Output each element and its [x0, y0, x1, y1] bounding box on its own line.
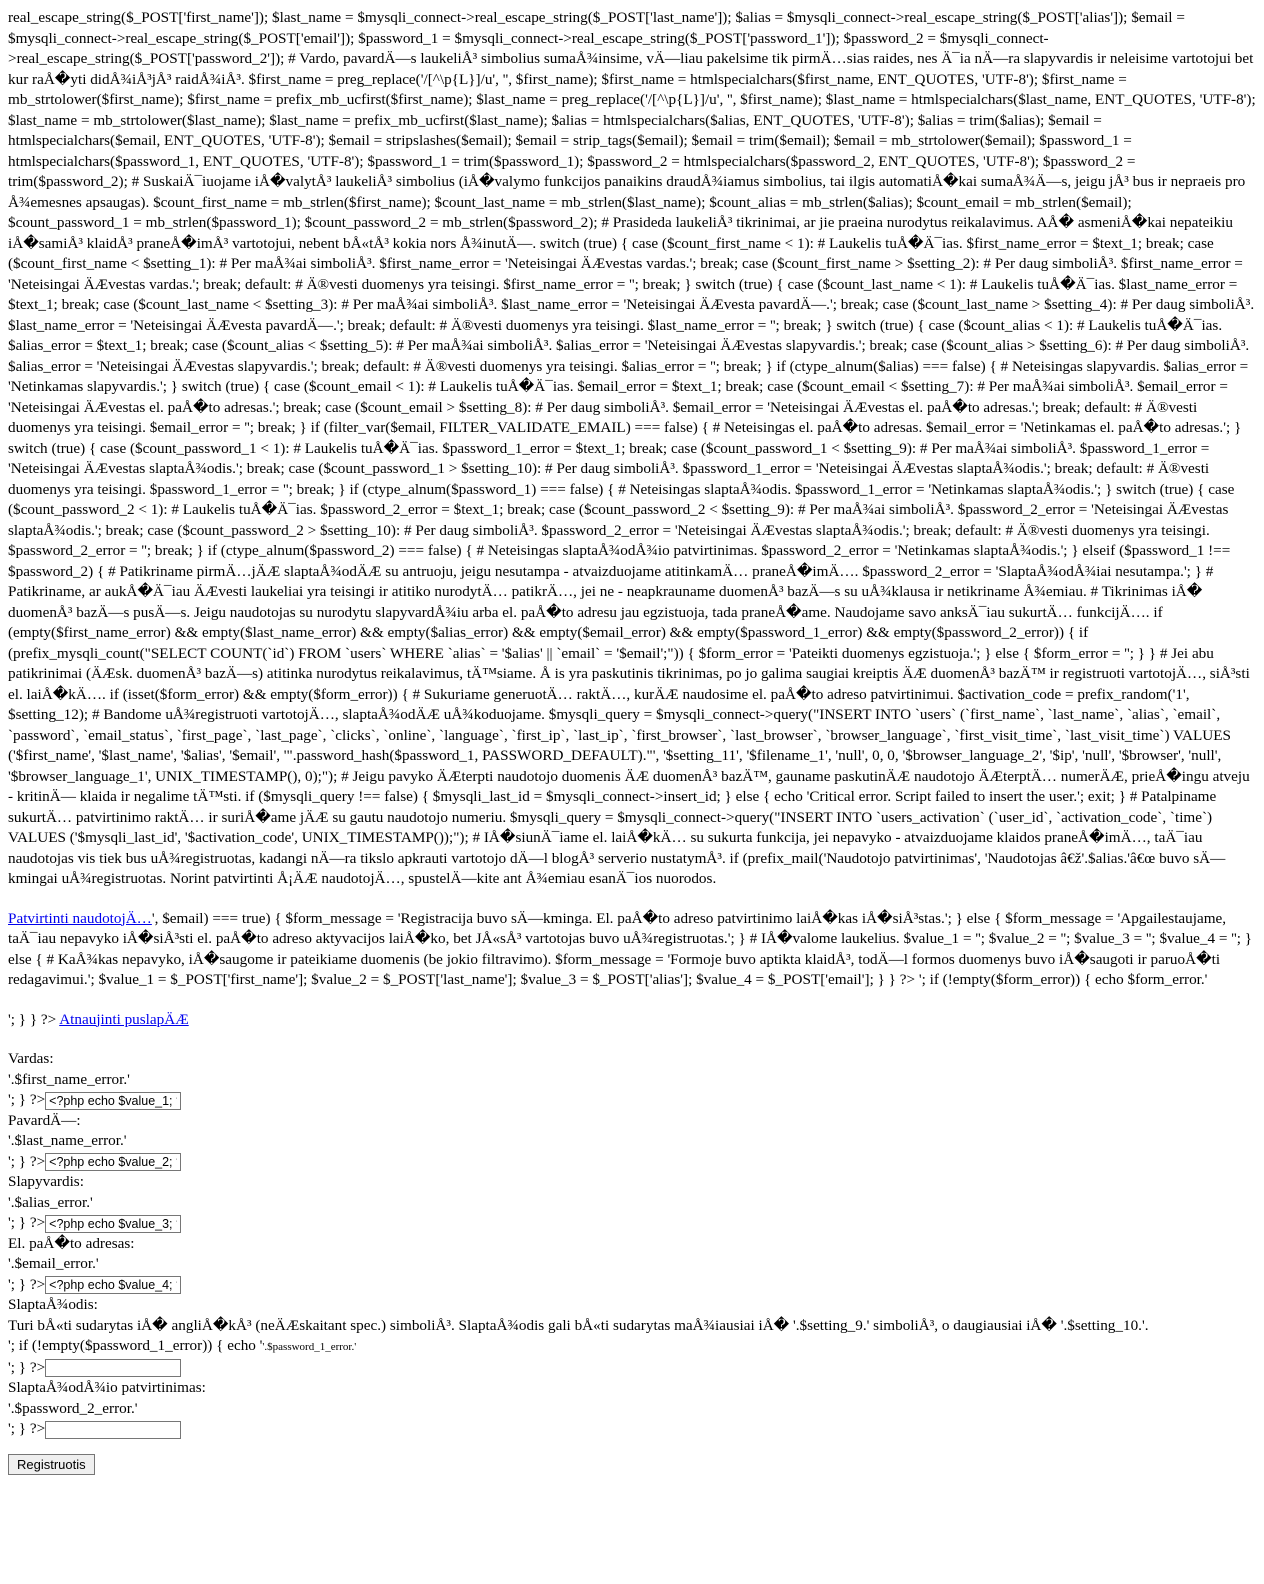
last-name-label: PavardÄ—: [8, 1111, 81, 1129]
alias-error: '.$alias_error.' [8, 1193, 93, 1211]
email-label: El. paÅ�to adresas: [8, 1234, 135, 1252]
last-name-row: '; } ?><?php echo $value_2; ?> [8, 1152, 1256, 1173]
password-confirm-label: SlaptaÅ¾odÅ¾io patvirtinimas: [8, 1379, 206, 1396]
email-error: '.$email_error.' [8, 1255, 99, 1272]
password-confirm-row: '; } ?> [8, 1419, 1256, 1440]
password-label: SlaptaÅ¾odis: [8, 1296, 98, 1313]
password-confirm-error: '.$password_2_error.' [8, 1399, 138, 1417]
last-name-input[interactable] [45, 1153, 181, 1171]
first-name-label: Vardas: [8, 1050, 54, 1067]
password-row: '; } ?> [8, 1358, 1256, 1379]
alias-label: Slapyvardis: [8, 1173, 84, 1190]
password-confirm-input[interactable] [45, 1421, 181, 1439]
email-input[interactable] [45, 1276, 181, 1294]
register-button[interactable]: Registruotis [8, 1454, 95, 1475]
refresh-page-link[interactable]: Atnaujinti puslapÄÆ [59, 1010, 189, 1028]
email-row: '; } ?><?php echo $value_4; ?> [8, 1275, 1256, 1296]
password-error-echo: '; if (!empty($password_1_error)) { echo ''.$password_1_error.' [8, 1337, 357, 1354]
refresh-line: '; } } ?> Atnaujinti puslapÄÆ [8, 1010, 189, 1028]
first-name-error: '.$first_name_error.' [8, 1070, 130, 1088]
confirm-user-link[interactable]: Patvirtinti naudotojÄ… [8, 909, 152, 927]
registration-form [8, 1049, 1256, 1475]
php-source-text: real_escape_string($_POST['first_name']); $last_name = $mysqli_connect->real_escape_string($_POST['last_name']); $alias = $mysqli_connect->real_escape_string($_POST['alias']); $email = $mysqli_connect->real_escape_string($_POST['email']); $password_1 = $mysqli_connect->real_escape_string($_POST['password_1']); $password_2 = $mysqli_connect->real_escape_string($_POST['password_2']); # Vardo, pavardÄ—s laukeliÅ³ simbolius sumaÅ¾insime, vÄ—liau pakelsime tik pirmÄ…sias raides, nes Ä¯ia nÄ—ra slapyvardis ir neleisime vartotojui bet kur raÅ�yti didÅ¾iÅ³jÅ³ raidÅ¾iÅ³. $first_name = preg_replace('/[^\p{L}]/u', '', $first_name); $first_name = htmlspecialchars($first_name, ENT_QUOTES, 'UTF-8'); $first_name = mb_strtolower($first_name); $first_name = prefix_mb_ucfirst($first_name); $last_name = preg_replace('/[^\p{L}]/u', '', $first_name); $last_name = htmlspecialchars($last_name, ENT_QUOTES, 'UTF-8'); $last_name = mb_strtolower($last_name); $last_name = prefix_mb_ucfirst($last_name); $alias = htmlspecialchars($alias, ENT_QUOTES, 'UTF-8'); $alias = trim($alias); $email = htmlspecialchars($email, ENT_QUOTES, 'UTF-8'); $email = stripslashes($email); $email = strip_tags($email); $email = trim($email); $email = mb_strtolower($email); $password_1 = htmlspecialchars($password_1, ENT_QUOTES, 'UTF-8'); $password_1 = trim($password_1); $password_2 = htmlspecialchars($password_2, ENT_QUOTES, 'UTF-8'); $password_2 = trim($password_2); # SuskaiÄ¯iuojame iÅ�valytÅ³ laukeliÅ³ simbolius (iÅ�valymo funkcijos panaikins draudÅ¾iamus simbolius, tai ilgis automatiÅ�kai sumaÅ¾Ä—s, jeigu jÅ³ bus ir nepraeis pro Å¾emesnes apsaugas). $count_first_name = mb_strlen($first_name); $count_last_name = mb_strlen($last_name); $count_alias = mb_strlen($alias); $count_email = mb_strlen($email); $count_password_1 = mb_strlen($password_1); $count_password_2 = mb_strlen($password_2); # Prasideda laukeliÅ³ tikrinimai, ar jie praeina nurodytus reikalavimus. AÅ� asmeniÅ�kai nepateikiu iÅ�samiÅ³ klaidÅ³ praneÅ�imÅ³ vartotojui, nebent bÅ«tÅ³ kokia nors Å¾inutÄ—. switch (true) { case ($count_first_name < 1): # Laukelis tuÅ�Ä¯ias. $first_name_error = $text_1; break; case ($count_first_name < $setting_1): # Per maÅ¾ai simboliÅ³. $first_name_error = 'Neteisingai ÄÆvestas vardas.'; break; case ($count_first_name > $setting_2): # Per daug simboliÅ³. $first_name_error = 'Neteisingai ÄÆvestas vardas.'; break; default: # Ä®vesti duomenys yra teisingi. $first_name_error = ''; break; } switch (true) { case ($count_last_name < 1): # Laukelis tuÅ�Ä¯ias. $last_name_error = $text_1; break; case ($count_last_name < $setting_3): # Per maÅ¾ai simboliÅ³. $last_name_error = 'Neteisingai ÄÆvesta pavardÄ—.'; break; case ($count_last_name > $setting_4): # Per daug simboliÅ³. $last_name_error = 'Neteisingai ÄÆvesta pavardÄ—.'; break; default: # Ä®vesti duomenys yra teisingi. $last_name_error = ''; break; } switch (true) { case ($count_alias < 1): # Laukelis tuÅ�Ä¯ias. $alias_error = $text_1; break; case ($count_alias < $setting_5): # Per maÅ¾ai simboliÅ³. $alias_error = 'Neteisingai ÄÆvestas slapyvardis.'; break; case ($count_alias > $setting_6): # Per daug simboliÅ³. $alias_error = 'Neteisingai ÄÆvestas slapyvardis.'; break; default: # Ä®vesti duomenys yra teisingi. $alias_error = ''; break; } if (ctype_alnum($alias) === false) { # Neteisingas slapyvardis. $alias_error = 'Netinkamas slapyvardis.'; } switch (true) { case ($count_email < 1): # Laukelis tuÅ�Ä¯ias. $email_error = $text_1; break; case ($count_email < $setting_7): # Per maÅ¾ai simboliÅ³. $email_error = 'Neteisingai ÄÆvestas el. paÅ�to adresas.'; break; case ($count_email > $setting_8): # Per daug simboliÅ³. $email_error = 'Neteisingai ÄÆvestas el. paÅ�to adresas.'; break; default: # Ä®vesti duomenys yra teisingi. $email_error = ''; break; } if (filter_var($email, FILTER_VALIDATE_EMAIL) === false) { # Neteisingas el. paÅ�to adresas. $email_error = 'Netinkamas el. paÅ�to adresas.'; } switch (true) { case ($count_password_1 < 1): # Laukelis tuÅ�Ä¯ias. $password_1_error = $text_1; break; case ($count_password_1 < $setting_9): # Per maÅ¾ai simboliÅ³. $password_1_error = 'Neteisingai ÄÆvestas slaptaÅ¾odis.'; break; case ($count_password_1 > $setting_10): # Per daug simboliÅ³. $password_1_error = 'Neteisingai ÄÆvestas slaptaÅ¾odis.'; break; default: # Ä®vesti duomenys yra teisingi. $password_1_error = ''; break; } if (ctype_alnum($password_1) === false) { # Neteisingas slaptaÅ¾odis. $password_1_error = 'Netinkamas slaptaÅ¾odis.'; } switch (true) { case ($count_password_2 < 1): # Laukelis tuÅ�Ä¯ias. $password_2_error = $text_1; break; case ($count_password_2 < $setting_9): # Per maÅ¾ai simboliÅ³. $password_2_error = 'Neteisingai ÄÆvestas slaptaÅ¾odis.'; break; case ($count_password_2 > $setting_10): # Per daug simboliÅ³. $password_2_error = 'Neteisingai ÄÆvestas slaptaÅ¾odis.'; break; default: # Ä®vesti duomenys yra teisingi. $password_2_error = ''; break; } if (ctype_alnum($password_2) === false) { # Neteisingas slaptaÅ¾odÅ¾io patvirtinimas. $password_2_error = 'Netinkamas slaptaÅ¾odis.'; } elseif ($password_1 !== $password_2) { # Patikriname pirmÄ…jÄÆ slaptaÅ¾odÄÆ su antruoju, jeigu nesutampa - atvaizduojame atitinkamÄ… praneÅ�imÄ…. $password_2_error = 'SlaptaÅ¾odÅ¾iai nesutampa.'; } # Patikriname, ar aukÅ�Ä¯iau ÄÆvesti laukeliai yra teisingi ir atitiko nurodytÄ… patikrÄ…, jei ne - neapkrauname duomenÅ³ bazÄ—s su uÅ¾klausa ir netikriname Å¾emiau. # Tikrinimas iÅ� duomenÅ³ bazÄ—s pusÄ—s. Jeigu naudotojas su nurodytu slapyvardÅ¾iu arba el. paÅ�to adresu jau egzistuoja, tada praneÅ�ame. Naudojame savo anksÄ¯iau sukurtÄ… funkcijÄ…. if (empty($first_name_error) && empty($last_name_error) && empty($alias_error) && empty($email_error) && empty($password_1_error) && empty($password_2_error)) { if (prefix_mysqli_count("SELECT COUNT(`id`) FROM `users` WHERE `alias` = '$alias' || `email` = '$email';")) { $form_error = 'Pateikti duomenys egzistuoja.'; } else { $form_error = ''; } } # Jei abu patikrinimai (ÄÆsk. duomenÅ³ bazÄ—s) atitinka nurodytus reikalavimus, tÄ™siame. Å is yra paskutinis tikrinimas, po jo galima saugiai kreiptis ÄÆ duomenÅ³ bazÄ™ ir registruoti vartotojÄ…, siÅ³sti el. laiÅ�kÄ…. if (isset($form_error) && empty($form_error)) { # Sukuriame generuotÄ… raktÄ…, kurÄÆ naudosime el. paÅ�to adreso patvirtinimui. $activation_code = prefix_random('1', $setting_12); # Bandome uÅ¾registruoti vartotojÄ…, slaptaÅ¾odÄÆ uÅ¾koduojame. $mysqli_query = $mysqli_connect->query("INSERT INTO `users` (`first_name`, `last_name`, `alias`, `email`, `password`, `email_status`, `first_page`, `last_page`, `clicks`, `online`, `language`, `first_ip`, `last_ip`, `first_browser`, `last_browser`, `browser_language`, `first_visit_time`, `last_visit_time`) VALUES ('$first_name', '$last_name', '$alias', '$email', '".password_hash($password_1, PASSWORD_DEFAULT)."', '$setting_11', '$filename_1', 'null', 0, 0, '$browser_language_2', '$ip', 'null', '$browser', 'null', '$browser_language_1', UNIX_TIMESTAMP(), 0);"); # Jeigu pavyko ÄÆterpti naudotojo duomenis ÄÆ duomenÅ³ bazÄ™, gauname paskutinÄÆ naudotojo ÄÆterptÄ… numerÄÆ, prieÅ�ingu atveju - kritinÄ— klaida ir negalime tÄ™sti. if ($mysqli_query !== false) { $mysqli_last_id = $mysqli_connect->insert_id; } else { echo 'Critical error. Script failed to insert the user.'; exit; } # Patalpiname sukurtÄ… patvirtinimo raktÄ… ir suriÅ�ame jÄÆ su gautu naudotojo numeriu. $mysqli_query = $mysqli_connect->query("INSERT INTO `users_activation` (`user_id`, `activation_code`, `time`) VALUES ('$mysqli_last_id', '$activation_code', UNIX_TIMESTAMP());"); # IÅ�siunÄ¯iame el. laiÅ�kÄ… su sukurta funkcija, jei nepavyko - atvaizduojame klaidos praneÅ�imÄ…, taÄ¯iau naudotojas vis tiek bus uÅ¾registruotas, kadangi nÄ—ra tikslo apkrauti vartotojo dÄ—l blogÅ³ serverio nustatymÅ³. if (prefix_mail('Naudotojo patvirtinimas', 'Naudotojas â€ž'.$alias.'â€œ buvo sÄ—kmingai uÅ¾registruotas. Norint patvirtinti Å¡ÄÆ naudotojÄ…, spustelÄ—kite ant Å¾emiau esanÄ¯ios nuorodos. [8, 9, 1256, 887]
alias-row: '; } ?><?php echo $value_3; ?> [8, 1213, 1256, 1234]
php-source-text-continued [8, 909, 1256, 991]
password-hint: Turi bÅ«ti sudarytas iÅ� angliÅ�kÅ³ (neÄÆskaitant spec.) simboliÅ³. SlaptaÅ¾odis gali bÅ«ti sudarytas maÅ¾iausiai iÅ� '.$setting_9.' simboliÅ³, o daugiausiai iÅ� '.$setting_10.'. [8, 1316, 1149, 1334]
php-source-text-2: ', $email) === true) { $form_message = 'Registracija buvo sÄ—kminga. El. paÅ�to adreso patvirtinimo laiÅ�kas iÅ�siÅ³stas.'; } else { $form_message = 'Apgailestaujame, taÄ¯iau nepavyko iÅ�siÅ³sti el. paÅ�to adreso aktyvacijos laiÅ�ko, bet JÅ«sÅ³ vartotojas buvo uÅ¾registruotas.'; } # IÅ�valome laukelius. $value_1 = ''; $value_2 = ''; $value_3 = ''; $value_4 = ''; } else { # KaÅ¾kas nepavyko, iÅ�saugome ir pateikiame duomenis (be jokio filtravimo). $form_message = 'Formoje buvo aptikta klaidÅ³, todÄ—l formos duomenys buvo iÅ�saugoti ir paruoÅ�ti redagavimui.'; $value_1 = $_POST['first_name']; $value_2 = $_POST['last_name']; $value_3 = $_POST['alias']; $value_4 = $_POST['email']; } } ?> '; if (!empty($form_error)) { echo $form_error.' [8, 909, 1253, 988]
first-name-row: '; } ?><?php echo $value_1; ?> [8, 1090, 1256, 1111]
last-name-error: '.$last_name_error.' [8, 1132, 127, 1149]
password-input[interactable] [45, 1359, 181, 1377]
alias-input[interactable] [45, 1215, 181, 1233]
first-name-input[interactable] [45, 1092, 181, 1110]
